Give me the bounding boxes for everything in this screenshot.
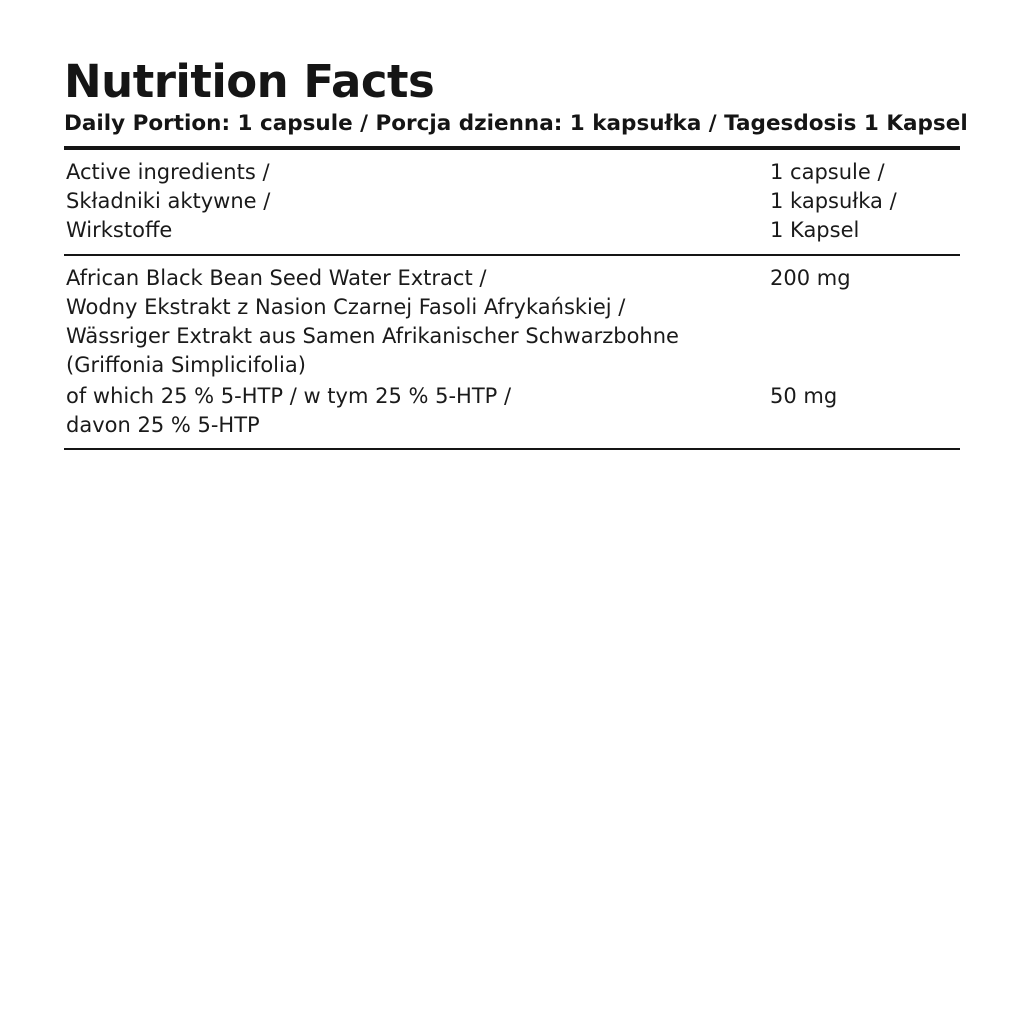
header-line-en: Active ingredients /: [66, 160, 270, 184]
daily-portion-subtitle: Daily Portion: 1 capsule / Porcja dzienna: 1 kapsułka / Tagesdosis 1 Kapsel: [64, 111, 968, 136]
ingredient-name: [64, 264, 756, 380]
sub-ingredient-name: [64, 382, 756, 440]
table-row: [64, 256, 960, 380]
serving-line-de: 1 Kapsel: [770, 218, 860, 242]
serving-line-pl: 1 kapsułka /: [770, 189, 897, 213]
header-line-pl: Składniki aktywne /: [66, 189, 271, 213]
ingredient-line-en: African Black Bean Seed Water Extract /: [66, 266, 487, 290]
sub-ingredient-amount: 50 mg: [770, 384, 838, 408]
serving-line-en: 1 capsule /: [770, 160, 885, 184]
divider-bottom: [64, 448, 960, 450]
ingredient-line-pl: Wodny Ekstrakt z Nasion Czarnej Fasoli Afrykańskiej /: [66, 295, 626, 319]
sub-ingredient-line-enpl: of which 25 % 5-HTP / w tym 25 % 5-HTP /: [66, 384, 512, 408]
header-line-de: Wirkstoffe: [66, 218, 173, 242]
table-row: [64, 380, 960, 448]
table-header-row: [64, 150, 960, 254]
sub-ingredient-line-de: davon 25 % 5-HTP: [66, 413, 260, 437]
nutrition-facts-panel: [64, 55, 968, 450]
serving-size-header: [756, 158, 960, 245]
page-title: Nutrition Facts: [64, 55, 435, 108]
active-ingredients-header: [64, 158, 756, 245]
ingredient-line-latin: (Griffonia Simplicifolia): [66, 353, 306, 377]
ingredient-amount: 200 mg: [770, 266, 851, 290]
ingredient-line-de: Wässriger Extrakt aus Samen Afrikanischer Schwarzbohne: [66, 324, 679, 348]
